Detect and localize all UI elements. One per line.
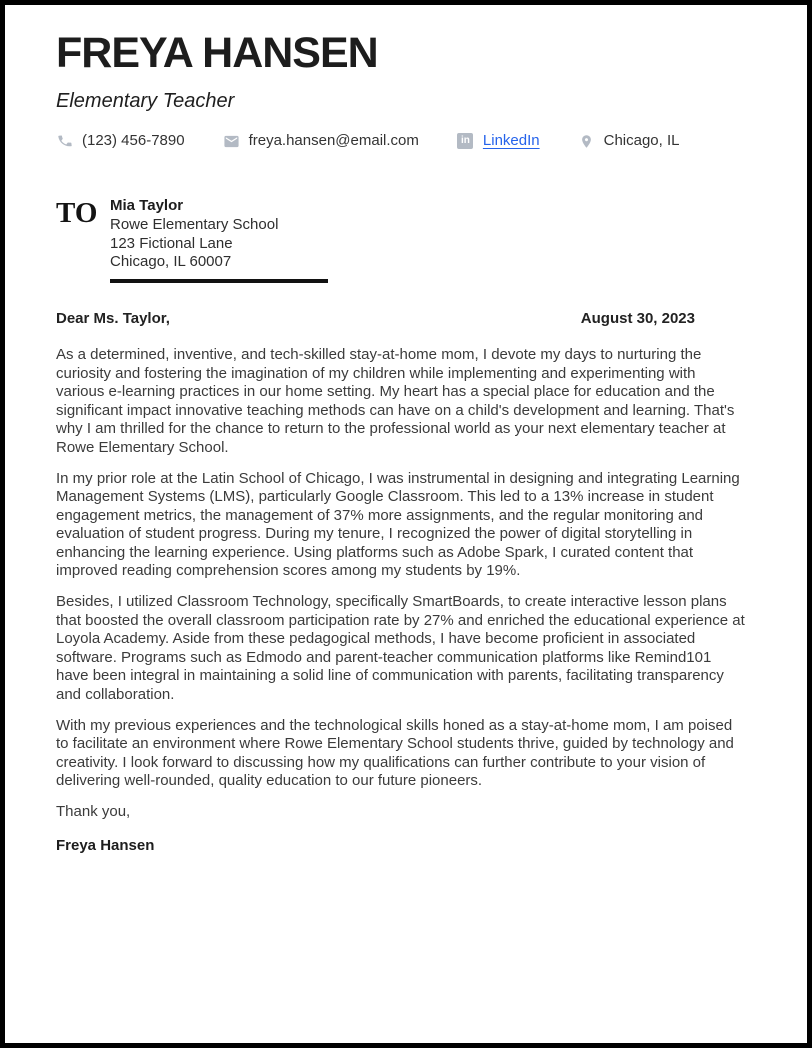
email-text: freya.hansen@email.com xyxy=(248,132,419,150)
candidate-name: FREYA HANSEN xyxy=(56,29,378,77)
phone-text: (123) 456-7890 xyxy=(82,132,185,150)
recipient-city: Chicago, IL 60007 xyxy=(110,253,232,271)
closing: Thank you, xyxy=(56,803,131,821)
recipient-name: Mia Taylor xyxy=(110,197,184,215)
page-content xyxy=(5,5,807,855)
recipient-street: 123 Fictional Lane xyxy=(110,234,233,252)
letter-date: August 30, 2023 xyxy=(580,309,695,327)
salutation-row xyxy=(56,309,745,328)
recipient-divider xyxy=(110,279,328,283)
recipient-address xyxy=(110,197,278,272)
candidate-job-title: Elementary Teacher xyxy=(56,90,235,113)
linkedin-icon: in xyxy=(457,133,474,150)
paragraph-4: With my previous experiences and the technological skills honed as a stay-at-home mom, I am poised to facilitate an environment where Rowe Elementary School students thrive, guided by technology and creativity. I look forward to discussing how my qualifications can further contribute to your vision of delivering well-rounded, quality education to our future pioneers. xyxy=(56,716,734,790)
contact-phone xyxy=(56,130,185,152)
contact-email xyxy=(223,130,419,152)
recipient-organization: Rowe Elementary School xyxy=(110,215,279,233)
linkedin-link[interactable]: LinkedIn xyxy=(482,132,540,150)
to-label: TO xyxy=(56,197,98,230)
location-pin-icon xyxy=(578,133,595,150)
paragraph-3: Besides, I utilized Classroom Technology, specifically SmartBoards, to create interactive lesson plans that boosted the overall classroom participation rate by 27% and enriched the educational experience at Loyola Academy. Aside from these pedagogical methods, I have become proficient in associated software. Programs such as Edmodo and parent-teacher communication platforms like Remind101 have been integral in maintaining a solid line of communication with parents, facilitating transparency and collaboration. xyxy=(56,593,745,704)
location-text: Chicago, IL xyxy=(603,132,680,150)
phone-icon xyxy=(56,133,73,150)
paragraph-2: In my prior role at the Latin School of Chicago, I was instrumental in designing and integrating Learning Management Systems (LMS), particularly Google Classroom. This led to a 13% increase in student engagement metrics, the management of 37% more assignments, and the regular monitoring and evaluation of student progress. During my tenure, I recognized the power of digital storytelling in enhancing the learning experience. Using platforms such as Adobe Spark, I curated content that improved reading comprehension scores among my students by 19%. xyxy=(56,469,740,580)
signature: Freya Hansen xyxy=(56,836,155,854)
salutation: Dear Ms. Taylor, xyxy=(56,309,170,327)
contact-linkedin xyxy=(457,130,540,152)
letter-body xyxy=(56,346,745,791)
mail-icon xyxy=(223,133,240,150)
contact-location xyxy=(578,130,680,152)
contact-row xyxy=(56,130,745,152)
recipient-block xyxy=(56,197,745,272)
paragraph-1: As a determined, inventive, and tech-skilled stay-at-home mom, I devote my days to nurturing the curiosity and fostering the imagination of my children while implementing and experimenting with various e-learning practices in our home setting. My heart has a special place for education and the significant impact innovative teaching methods can have on a child's development and learning. That's why I am thrilled for the chance to return to the professional world as your next elementary teacher at Rowe Elementary School. xyxy=(56,345,735,456)
